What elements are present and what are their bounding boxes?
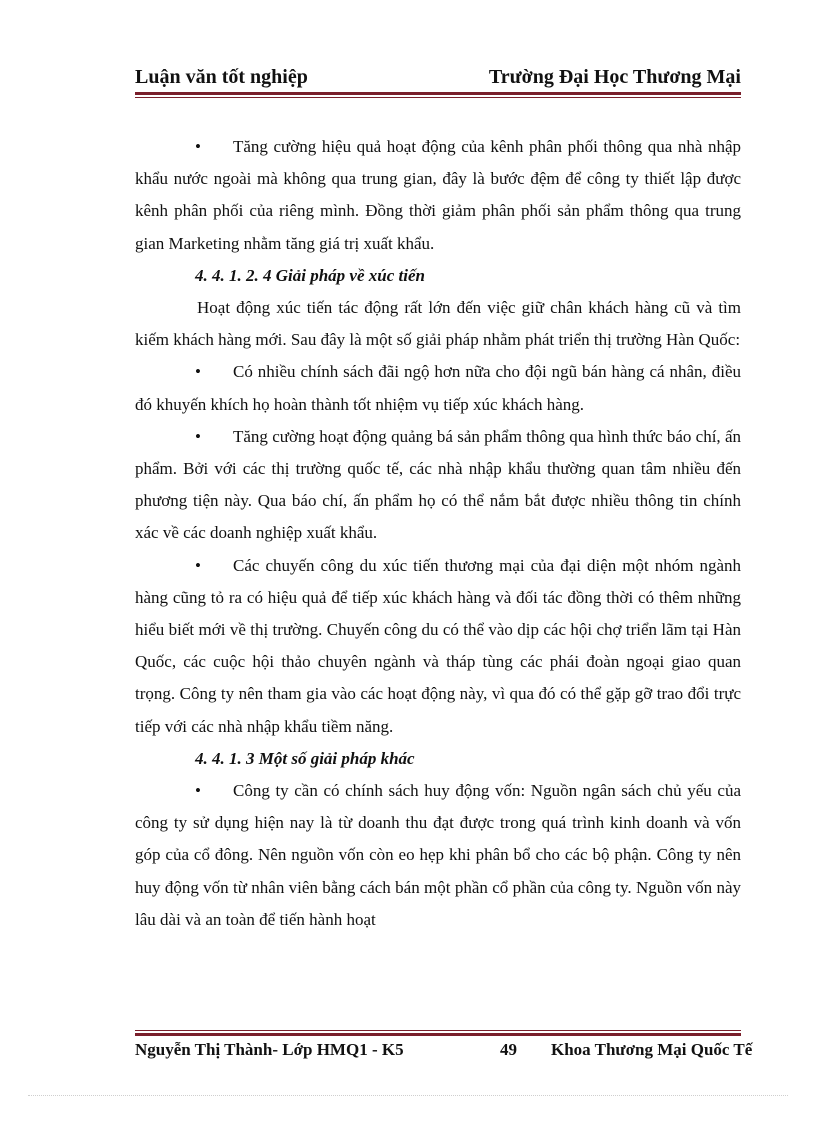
paragraph-text: Tăng cường hoạt động quảng bá sản phẩm thông qua hình thức báo chí, ấn phẩm. Bởi với các thị trường quốc tế, các nhà nhập khẩu thường quan tâm nhiều đến phương tiện này. Qua báo chí, ấn phẩm họ có thể nắm bắt được nhiều thông tin chính xác về các doanh nghiệp xuất khẩu.: [135, 426, 741, 543]
bullet-icon: •: [195, 137, 201, 156]
bullet-icon: •: [195, 426, 201, 446]
bullet-icon: •: [195, 781, 201, 801]
header-university: Trường Đại Học Thương Mại: [488, 66, 741, 88]
bullet-icon: •: [195, 362, 201, 382]
footer-rule-thick: [135, 1033, 741, 1036]
bullet-paragraph: [135, 131, 741, 260]
bullet-icon: •: [195, 555, 201, 575]
bullet-paragraph: [135, 550, 741, 743]
footer-faculty: Khoa Thương Mại Quốc Tế: [551, 1040, 753, 1059]
paragraph-text: Công ty cần có chính sách huy động vốn: Nguồn ngân sách chủ yếu của công ty sử dụng hiện nay là từ doanh thu đạt được trong quá trình kinh doanh và vốn góp của cổ đông. Nên nguồn vốn còn eo hẹp khi phân bổ cho các bộ phận. Công ty nên huy động vốn từ nhân viên bằng cách bán một phần cổ phần của công ty. Nguồn vốn này lâu dài và an toàn để tiến hành hoạt: [135, 781, 741, 929]
header-thesis-title: Luận văn tốt nghiệp: [135, 66, 308, 88]
bullet-paragraph: [135, 421, 741, 550]
bullet-paragraph: [135, 775, 741, 936]
paragraph: Hoạt động xúc tiến tác động rất lớn đến việc giữ chân khách hàng cũ và tìm kiếm khách hàng mới. Sau đây là một số giải pháp nhằm phát triển thị trường Hàn Quốc:: [135, 298, 741, 350]
header-rule-thin: [135, 97, 741, 98]
page-bottom-dotted-line: [28, 1095, 788, 1096]
footer-author: Nguyễn Thị Thành- Lớp HMQ1 - K5: [135, 1040, 404, 1059]
page-number: 49: [500, 1040, 517, 1059]
paragraph-text: Tăng cường hiệu quả hoạt động của kênh phân phối thông qua nhà nhập khẩu nước ngoài mà không qua trung gian, đây là bước đệm để công ty thiết lập được kênh phân phối của riêng mình. Đồng thời giảm phân phối sản phẩm thông qua trung gian Marketing nhằm tăng giá trị xuất khẩu.: [135, 137, 741, 253]
footer-rule-thin: [135, 1030, 741, 1031]
section-heading: 4. 4. 1. 2. 4 Giải pháp về xúc tiến: [195, 265, 425, 285]
bullet-paragraph: [135, 356, 741, 420]
section-heading: 4. 4. 1. 3 Một số giải pháp khác: [195, 748, 415, 768]
page-header: [135, 66, 741, 89]
paragraph-text: Các chuyến công du xúc tiến thương mại của đại diện một nhóm ngành hàng cũng tỏ ra có hiệu quả để tiếp xúc khách hàng và đối tác đồng thời có thêm những hiểu biết mới về thị trường. Chuyến công du có thể vào dịp các hội chợ triển lãm tại Hàn Quốc, các cuộc hội thảo chuyên ngành và tháp tùng các phái đoàn ngoại giao quan trọng. Công ty nên tham gia vào các hoạt động này, vì qua đó có thể gặp gỡ trao đổi trực tiếp với các nhà nhập khẩu tiềm năng.: [135, 555, 741, 736]
page-body: [135, 131, 741, 936]
paragraph-text: Có nhiều chính sách đãi ngộ hơn nữa cho đội ngũ bán hàng cá nhân, điều đó khuyến khích họ hoàn thành tốt nhiệm vụ tiếp xúc khách hàng.: [135, 362, 741, 414]
header-rule-thick: [135, 92, 741, 95]
